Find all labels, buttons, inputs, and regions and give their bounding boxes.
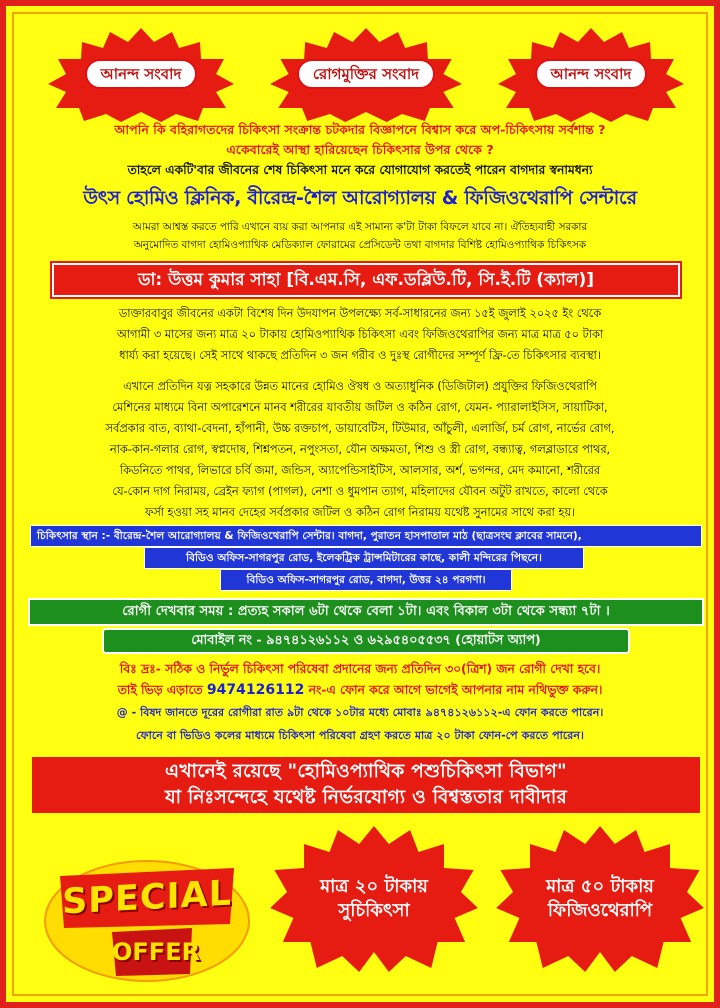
badge-50-taka-text — [494, 824, 706, 974]
note-1: বিঃ দ্রঃ- সঠিক ও নির্ভুল চিকিৎসা পরিষেবা প্রদানের জন্য প্রতিদিন ৩০(ত্রিশ) জন রোগী দেখা হবে। — [119, 662, 601, 676]
clinic-title: উৎস হোমিও ক্লিনিক, বীরেন্দ্র-শৈল আরোগ্যালয় & ফিজিওথেরাপি সেন্টারে — [83, 187, 637, 209]
assurance-line-2: অনুমোদিত বাগদা হোমিওপ্যাথিক মেডিক্যাল ফোরামের প্রেসিডেন্ট তথা বাগদার বিশিষ্ট হোমিওপ্যাথিক চিকিৎসক — [133, 239, 587, 251]
vet-banner-line-1: এখানেই রয়েছে "হোমিওপ্যাথিক পশুচিকিৎসা বিভাগ" — [165, 761, 567, 782]
note-3: @ - বিষদ জানতে দূরের রোগীরা রাত ৯টা থেকে ১০টার মধ্যে মোবাঃ ৯৪৭৪১২৬১১২-এ ফোন করতে পারেন। — [116, 706, 604, 719]
badge-ananda-2 — [496, 26, 686, 122]
hours-bar — [28, 598, 704, 626]
offer-line-3: ধার্য্য করা হয়েছে। সেই সাথে থাকছে প্রতিদিন ৩ জন গরীব ও দুঃস্থ রোগীদের সম্পূর্ণ ফ্রি-তে চিকিৎসার ব্যবস্থা। — [119, 349, 601, 362]
offer-line-1: ডাক্তারবাবুর জীবনের একটা বিশেষ দিন উদযাপন উপলক্ষ্যে সর্ব-সাধারনের জন্য ১৫ই জুলাই ২০২৫ ইং থেকে — [118, 307, 602, 320]
badge-20-taka-text — [268, 824, 480, 974]
note-2-suffix: নং-এ ফোন করে আগে ভাগেই আপনার নাম নথিভুক্ত করুন। — [304, 683, 603, 697]
location-bar-3 — [220, 569, 512, 591]
badge-20-taka — [268, 824, 480, 974]
badge-label: আনন্দ সংবাদ — [85, 59, 198, 89]
special-offer-badge — [42, 846, 252, 996]
intro-question-1: আপনি কি বহিরাগতদের চিকিৎসা সংক্রান্ত চটকদার বিজ্ঞাপনে বিশ্বাস করে অপ-চিকিৎসায় সর্বশান্ত ? — [114, 122, 606, 137]
location-line-3: বিডিও অফিস-সাগরপুর রোড, বাগদা, উত্তর ২৪ পরগণা। — [246, 574, 486, 586]
note-4: ফোনে বা ভিডিও কলের মাধ্যমে চিকিৎসা পরিষেবা গ্রহণ করতে মাত্র ২০ টাকা ফোন-পে করতে পারেন। — [136, 729, 584, 742]
assurance-line-1: আমরা আশ্বস্ত করতে পারি এখানে ব্যয় করা আপনার এই সামান্য ক'টা টাকা বিফলে যাবে না। ঐতিহ্যবাহী সরকার — [132, 221, 588, 233]
badge-label: আনন্দ সংবাদ — [535, 59, 648, 89]
offer-line-2: আগামী ৩ মাসের জন্য মাত্র ২০ টাকায় হোমিওপ্যাথিক চিকিৎসা এবং ফিজিওথেরাপির জন্য মাত্র মাত্র ৫০ টাকা — [116, 328, 604, 341]
badge-50-line-2: ফিজিওথেরাপি — [547, 900, 653, 921]
location-line-2: বিডিও অফিস-সাগরপুর রোড, ইলেকট্রিক ট্রান্সমিটারের কাছে, কালী মন্দিরের পিছনে। — [186, 552, 542, 564]
doctor-name: ডা: উত্তম কুমার সাহা [বি.এম.সি, এফ.ডব্লিউ.টি, সি.ই.টি (ক্যাল)] — [137, 270, 595, 290]
intro-question-3: তাহলে একটি'বার জীবনের শেষ চিকিৎসা মনে করে যোগাযোগ করতেই পারেন বাগদার স্বনামধন্য — [127, 163, 593, 177]
hours-text: রোগী দেখবার সময় : প্রত্যহ সকাল ৬টা থেকে বেলা ১টা। এবং বিকাল ৩টা থেকে সন্ধ্যা ৭টা । — [122, 604, 610, 619]
treatment-line-7: ফর্সা হওয়া সহ মানব দেহের সর্বপ্রকার জটিল ও কঠিন রোগ নিরাময় যথেষ্ট সুনামের সাথে করা হয়। — [144, 506, 576, 519]
treatment-line-4: নাক-কান-গলার রোগ, স্বপ্নদোষ, শিশ্নপতন, নপুংসতা, যৌন অক্ষমতা, শিশু ও স্ত্রী রোগ, বন্ধ্যাত্ব, গলব্লাডারে পাথর, — [109, 443, 611, 456]
special-text: SPECIAL — [62, 873, 232, 923]
vet-banner-line-2: যা নিঃসন্দেহে যথেষ্ট নির্ভরযোগ্য ও বিশ্বস্ততার দাবীদার — [164, 787, 568, 808]
badge-rogmukti — [268, 26, 464, 122]
location-bar-2 — [144, 547, 584, 569]
treatment-line-6: যে-কোন দাগ নিরাময়, ব্রেইন ফ্যাগ (পাগল), নেশা ও ধুমপান ত্যাগ, মহিলাদের যৌবন অটুট রাখতে, কালো থেকে — [112, 485, 608, 498]
location-line-1: চিকিৎসার স্থান :- বীরেন্দ্র-শৈল আরোগ্যালয় & ফিজিওথেরাপি সেন্টার। বাগদা, পুরাতন হাসপাতাল মাঠ (ছাত্রসংঘ ক্লাবের সামনে), — [37, 530, 582, 542]
location-bar-1 — [30, 525, 702, 547]
badge-50-taka — [494, 824, 706, 974]
vet-banner — [32, 757, 700, 813]
badge-20-line-1: মাত্র ২০ টাকায় — [320, 875, 428, 897]
note-2 — [6, 682, 714, 702]
note-2-phone: 9474126112 — [206, 682, 305, 698]
treatment-line-3: সর্বপ্রকার বাত, ব্যাথা-বেদনা, হাঁপানী, উচ্চ রক্তচাপ, ডায়াবেটিস, টিউমার, আঁচুলী, এলার্জি, চর্ম রোগ, নার্ভের রোগ, — [105, 422, 615, 435]
mobile-bar — [102, 628, 630, 654]
badge-ananda-1 — [46, 26, 236, 122]
intro-question-2: একেবারেই আস্থা হারিয়েছেন চিকিৎসার উপর থেকে ? — [226, 142, 494, 157]
note-2-prefix: তাই ভিড় এড়াতে — [117, 683, 207, 697]
doctor-name-bar — [52, 263, 680, 297]
offer-text: OFFER — [112, 938, 201, 966]
treatment-line-1: এখানে প্রতিদিন যত্ন সহকারে উন্নত মানের হোমিও ঔষধ ও অত্যাধুনিক (ডিজিটাল) প্রযুক্তির ফিজিওথেরাপি — [123, 380, 597, 393]
badge-label: রোগমুক্তির সংবাদ — [297, 59, 435, 89]
treatment-line-5: কিডনিতে পাথর, লিভারে চর্বি জমা, জন্ডিস, অ্যাপেন্ডিসাইটিস, আলসার, অর্শ, ভগন্দর, মেদ কমানো, শরীরের — [119, 464, 601, 477]
badge-50-line-1: মাত্র ৫০ টাকায় — [546, 875, 654, 897]
badge-20-line-2: সুচিকিৎসা — [338, 900, 410, 921]
treatment-line-2: মেশিনের মাধ্যমে বিনা অপারেশনে মানব শরীরের যাবতীয় জটিল ও কঠিন রোগ, যেমন- প্যারালাইসিস, সায়াটিকা, — [112, 401, 608, 414]
mobile-text: মোবাইল নং - ৯৪৭৪১২৬১১২ ও ৬২৯৫৪০৫৫৩৭ (হোয়াটস অ্যাপ) — [191, 633, 541, 648]
